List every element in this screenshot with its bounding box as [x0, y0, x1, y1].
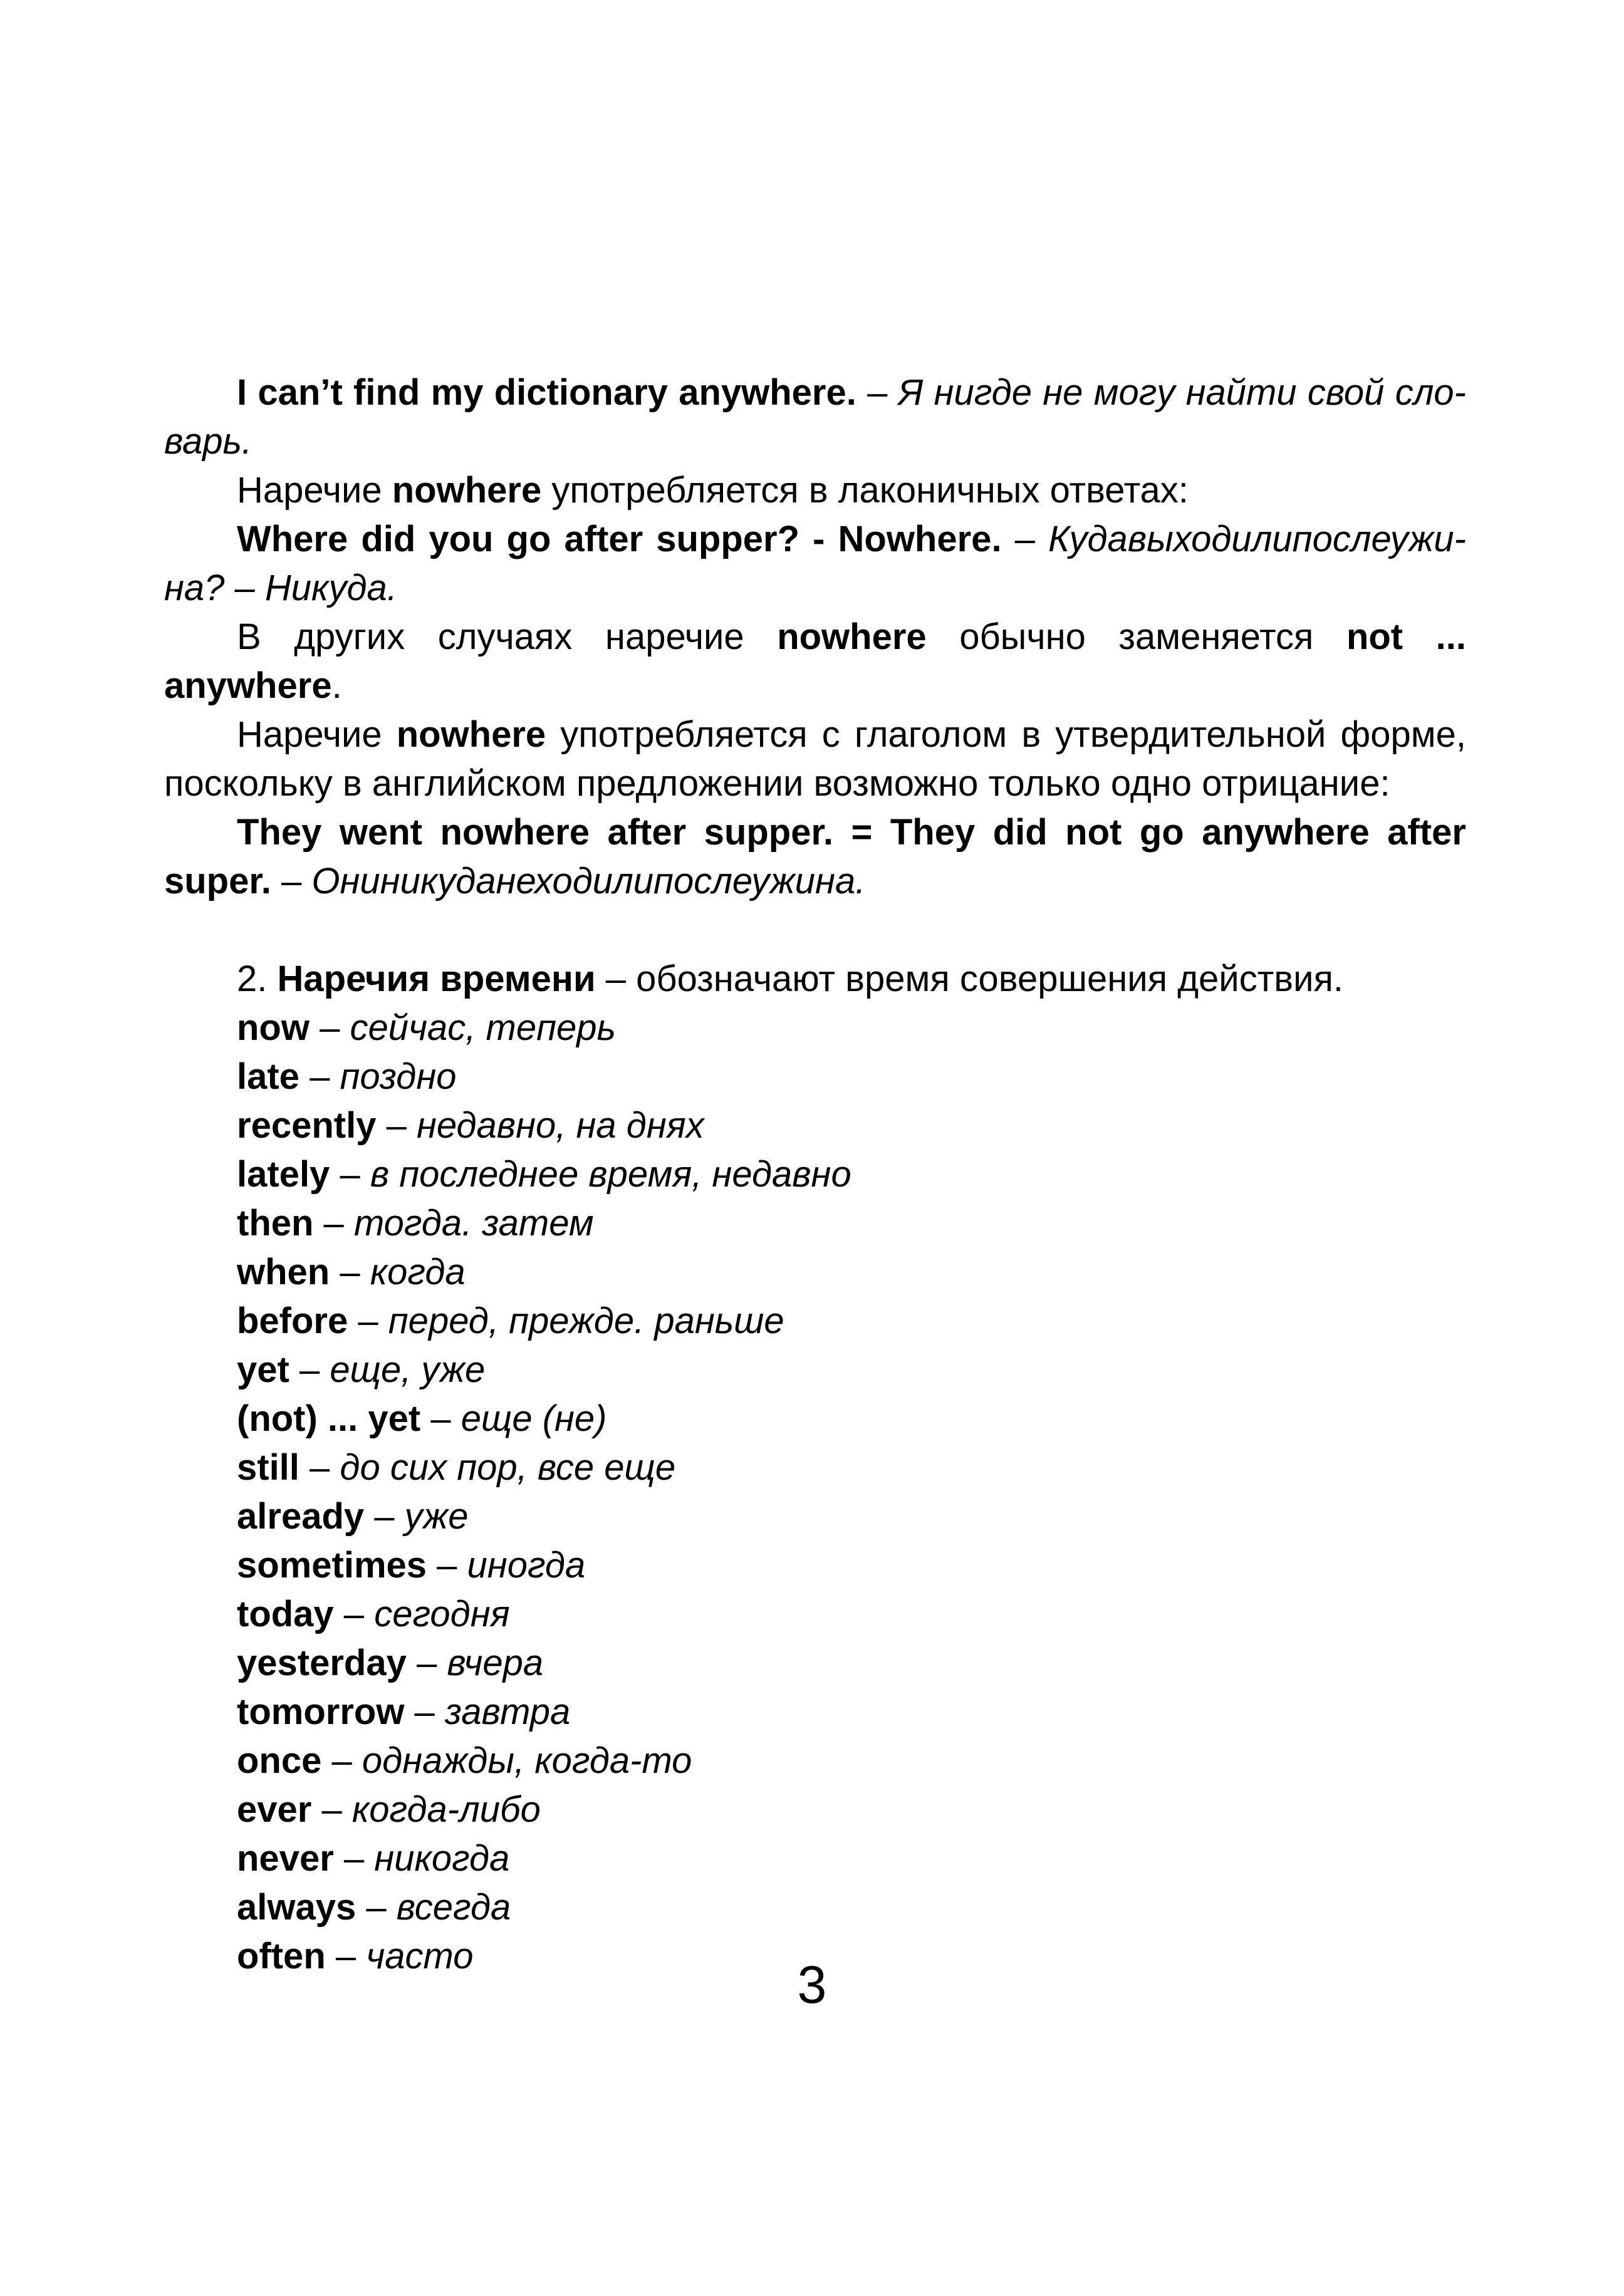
- dash: –: [325, 1936, 367, 1977]
- page-number: 3: [797, 1955, 827, 2014]
- russian-translation: поздно: [340, 1056, 457, 1097]
- russian-translation: когда: [370, 1252, 466, 1292]
- dash: –: [299, 1447, 340, 1488]
- vocabulary-item: [164, 1199, 1466, 1248]
- example-paragraph-anywhere: [164, 368, 1466, 466]
- russian-translation: еще (не): [461, 1398, 607, 1439]
- russian-translation: уже: [404, 1496, 469, 1537]
- dash: –: [364, 1496, 405, 1537]
- section-heading: [164, 955, 1466, 1004]
- vocabulary-item: [164, 1297, 1466, 1346]
- english-word: now: [237, 1007, 310, 1048]
- vocabulary-item: [164, 1688, 1466, 1737]
- english-word: (not) ... yet: [237, 1398, 421, 1439]
- vocabulary-list: [164, 1004, 1466, 1981]
- keyword-nowhere: nowhere: [777, 616, 927, 657]
- russian-translation: завтра: [444, 1691, 571, 1732]
- dash: –: [309, 1007, 350, 1048]
- russian-translation: всегда: [396, 1887, 511, 1928]
- russian-translation: в последнее время, недавно: [370, 1154, 851, 1195]
- english-example: They went nowhere after supper. = They did not go anywhere after super.: [164, 812, 1466, 901]
- russian-translation: перед, прежде. раньше: [388, 1301, 784, 1341]
- dash: –: [330, 1252, 370, 1292]
- russian-translation: когда-либо: [351, 1789, 541, 1830]
- rule-text: употребляется в лаконичных ответах:: [541, 470, 1189, 511]
- russian-translation: тогда. затем: [353, 1203, 594, 1244]
- english-word: yesterday: [237, 1643, 407, 1683]
- english-word: today: [237, 1594, 334, 1634]
- vocabulary-item: [164, 1834, 1466, 1883]
- russian-translation: Ониникуданеходилипослеужина.: [311, 861, 866, 901]
- dash: –: [333, 1594, 375, 1634]
- vocabulary-item: [164, 1150, 1466, 1199]
- vocabulary-item: [164, 1395, 1466, 1443]
- russian-translation: Кудавыходилипослеужи-на? – Никуда.: [164, 519, 1466, 608]
- dash: –: [333, 1838, 375, 1879]
- russian-translation: Я нигде не могу найти свой сло-варь.: [164, 372, 1466, 462]
- dash: –: [348, 1301, 388, 1341]
- rule-text: Наречие: [237, 714, 397, 755]
- dash: –: [321, 1740, 362, 1781]
- english-word: often: [237, 1936, 326, 1977]
- rule-text: употребляется с глаголом в утвердительной форме, поскольку в английском предложении возможно только одно отрицание:: [164, 714, 1467, 804]
- rule-text: .: [331, 665, 342, 706]
- vocabulary-item: [164, 1101, 1466, 1150]
- english-word: once: [237, 1740, 322, 1781]
- vocabulary-item: [164, 1883, 1466, 1932]
- vocabulary-item: [164, 1004, 1466, 1052]
- section-title: Наречия времени: [277, 958, 596, 999]
- russian-translation: вчера: [447, 1643, 544, 1683]
- russian-translation: часто: [366, 1936, 474, 1977]
- english-word: always: [237, 1887, 357, 1928]
- english-word: before: [237, 1301, 348, 1341]
- russian-translation: недавно, на днях: [416, 1105, 704, 1146]
- dash: –: [289, 1349, 330, 1390]
- russian-translation: до сих пор, все еще: [340, 1447, 676, 1488]
- english-word: recently: [237, 1105, 377, 1146]
- dash: –: [271, 861, 312, 901]
- english-example: I can’t find my dictionary anywhere.: [237, 372, 856, 413]
- english-example: Where did you go after supper? - Nowhere.: [237, 519, 1002, 559]
- rule-text: В других случаях наречие: [237, 616, 778, 657]
- russian-translation: однажды, когда-то: [362, 1740, 692, 1781]
- example-paragraph-supper: [164, 515, 1466, 613]
- vocabulary-item: [164, 1248, 1466, 1297]
- vocabulary-item: [164, 1541, 1466, 1590]
- english-word: then: [237, 1203, 314, 1244]
- rule-text: Наречие: [237, 470, 392, 511]
- vocabulary-item: [164, 1737, 1466, 1785]
- russian-translation: иногда: [467, 1545, 586, 1586]
- russian-translation: сегодня: [374, 1594, 510, 1634]
- english-word: lately: [237, 1154, 330, 1195]
- russian-translation: сейчас, теперь: [350, 1007, 617, 1048]
- dash: –: [406, 1643, 447, 1683]
- english-word: ever: [237, 1789, 312, 1830]
- english-word: tomorrow: [237, 1691, 405, 1732]
- section-number: 2.: [237, 958, 278, 999]
- dash: –: [299, 1056, 340, 1097]
- english-word: late: [237, 1056, 299, 1097]
- vocabulary-item: [164, 1590, 1466, 1639]
- example-paragraph-went-nowhere: [164, 808, 1466, 906]
- vocabulary-item: [164, 1639, 1466, 1688]
- vocabulary-item: [164, 1785, 1466, 1834]
- dash: –: [856, 372, 898, 413]
- page-body: [164, 368, 1466, 1981]
- english-word: sometimes: [237, 1545, 427, 1586]
- vocabulary-item: [164, 1443, 1466, 1492]
- vocabulary-item: [164, 1492, 1466, 1541]
- dash: –: [427, 1545, 467, 1586]
- vocabulary-item: [164, 1052, 1466, 1101]
- english-word: already: [237, 1496, 365, 1537]
- russian-translation: никогда: [374, 1838, 510, 1879]
- rule-paragraph-laconic: [164, 466, 1466, 515]
- keyword-not-anywhere: not ... anywhere: [164, 616, 1466, 706]
- keyword-nowhere: nowhere: [396, 714, 546, 755]
- russian-translation: еще, уже: [330, 1349, 486, 1390]
- dash: –: [376, 1105, 417, 1146]
- dash: –: [1001, 519, 1048, 559]
- dash: –: [404, 1691, 445, 1732]
- english-word: never: [237, 1838, 334, 1879]
- english-word: when: [237, 1252, 330, 1292]
- dash: –: [356, 1887, 397, 1928]
- rule-text: обычно заменяется: [926, 616, 1346, 657]
- rule-paragraph-negation: [164, 710, 1466, 808]
- keyword-nowhere: nowhere: [392, 470, 542, 511]
- english-word: still: [237, 1447, 299, 1488]
- english-word: yet: [237, 1349, 289, 1390]
- rule-paragraph-replacement: [164, 613, 1466, 710]
- vocabulary-item: [164, 1346, 1466, 1395]
- dash: –: [311, 1789, 352, 1830]
- dash: –: [313, 1203, 354, 1244]
- spacer: [164, 906, 1466, 955]
- dash: –: [420, 1398, 461, 1439]
- dash: –: [330, 1154, 370, 1195]
- section-description: – обозначают время совершения действия.: [595, 958, 1343, 999]
